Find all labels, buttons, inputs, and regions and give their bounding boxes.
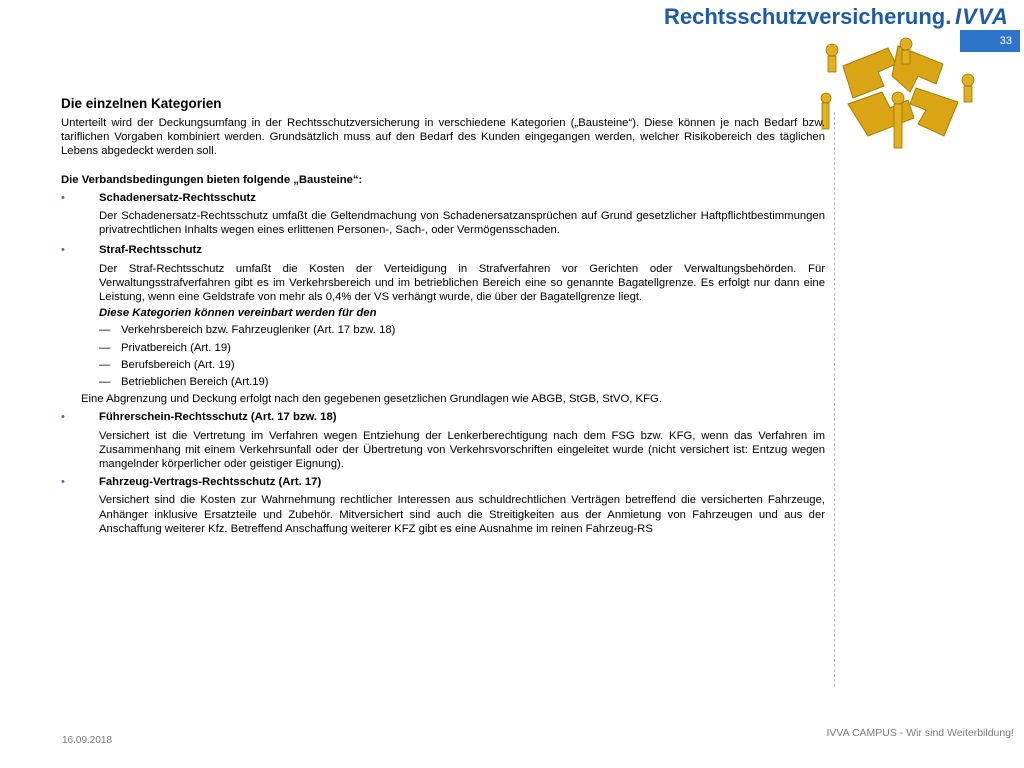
list-item xyxy=(61,191,825,205)
dash-list-item xyxy=(61,358,825,372)
bullet-title: Straf-Rechtsschutz xyxy=(99,244,202,257)
footer-date: 16.09.2018 xyxy=(62,735,113,746)
bullet-description: Versichert sind die Kosten zur Wahrnehmung rechtlicher Interessen aus schuldrechtlichen Verträgen betreffend die versicherten Fahrzeuge, Anhänger inklusive Ersatzteile und Zubehör. Mitversichert sind auch die Streitigkeiten aus der Anmietung von Fahrzeugen und aus der Anschaffung weiterer Kfz. Betreffend Anschaffung weiterer KFZ gibt es eine Ausnahme im reinen Fahrzeug-RS xyxy=(99,494,825,535)
list-item xyxy=(61,243,825,257)
closing-note: Eine Abgrenzung und Deckung erfolgt nach den gegebenen gesetzlichen Grundlagen wie ABGB, StGB, StVO, KFG. xyxy=(81,393,662,406)
puzzle-figures-icon xyxy=(818,36,978,156)
bullet-icon: • xyxy=(61,476,65,489)
dash-icon: — xyxy=(99,341,111,354)
dash-icon: — xyxy=(99,376,111,389)
vertical-divider xyxy=(834,112,835,687)
page-number: 33 xyxy=(999,35,1012,47)
bullet-description: Der Schadenersatz-Rechtsschutz umfaßt die Geltendmachung von Schadenersatzansprüchen auf Grund gesetzlicher Haftpflichtbestimmungen privatrechtlichen Inhalts wegen eines erlittenen Personen-, Sach-, oder Vermögensschaden. xyxy=(99,210,825,237)
dash-item-label: Betrieblichen Bereich (Art.19) xyxy=(121,376,269,389)
dash-item-label: Privatbereich (Art. 19) xyxy=(121,341,231,354)
dash-list-item xyxy=(61,341,825,355)
dash-icon: — xyxy=(99,324,111,337)
bullet-title: Fahrzeug-Vertrags-Rechtsschutz (Art. 17) xyxy=(99,476,322,489)
bullet-title: Führerschein-Rechtsschutz (Art. 17 bzw. 18) xyxy=(99,411,337,424)
dash-list-item xyxy=(61,323,825,337)
bullet-description: Der Straf-Rechtsschutz umfaßt die Kosten der Verteidigung in Strafverfahren vor Gerichten oder Verwaltungsbehörden. Für Verwaltungsstrafverfahren gibt es im Verkehrsbereich und im betrieblichen Bereich eine so genannte Bagatellgrenze. Es erfolgt nur dann eine Leistung, wenn eine Geldstrafe von mehr als 0,4% der VS verhängt wurde, die über der Bagatellgrenze liegt. xyxy=(99,262,825,304)
section-heading: Die einzelnen Kategorien xyxy=(61,96,222,111)
dash-list-item xyxy=(61,375,825,389)
bullet-icon: • xyxy=(61,411,65,424)
bullet-icon: • xyxy=(61,191,65,204)
bullet-title: Schadenersatz-Rechtsschutz xyxy=(99,191,256,204)
categories-note: Diese Kategorien können vereinbart werden für den xyxy=(99,307,377,320)
dash-item-label: Berufsbereich (Art. 19) xyxy=(121,358,235,371)
slide-title: Rechtsschutzversicherung. xyxy=(664,4,952,29)
footer-brand: IVVA CAMPUS - Wir sind Weiterbildung! xyxy=(826,727,1014,739)
list-item xyxy=(61,475,825,489)
bullet-icon: • xyxy=(61,244,65,257)
dash-item-label: Verkehrsbereich bzw. Fahrzeuglenker (Art. 17 bzw. 18) xyxy=(121,324,396,337)
bullet-description: Versichert ist die Vertretung im Verfahren wegen Entziehung der Lenkerberechtigung nach dem FSG bzw. KFG, wenn das Verfahren im Zusammenhang mit einem Verkehrsunfall oder der Übertretung von Verkehrsvorschriften eingeleitet wurde (nicht versichert ist: Entzug wegen mangelnder körperlicher oder geistiger Eignung). xyxy=(99,429,825,471)
slide-content xyxy=(61,95,825,536)
ivva-logo: IVVA xyxy=(955,4,1009,29)
bausteine-subheading: Die Verbandsbedingungen bieten folgende „Bausteine“: xyxy=(61,173,363,186)
intro-paragraph: Unterteilt wird der Deckungsumfang in der Rechtsschutzversicherung in verschiedene Kategorien („Bausteine“). Diese können je nach Bedarf bzw. tariflichen Vorgaben kombiniert werden. Grundsätzlich muss auf den Bedarf des Kunden eingegangen werden, welcher Risikobereich des täglichen Lebens abgedeckt werden soll. xyxy=(61,117,825,158)
list-item xyxy=(61,410,825,424)
dash-icon: — xyxy=(99,358,111,371)
